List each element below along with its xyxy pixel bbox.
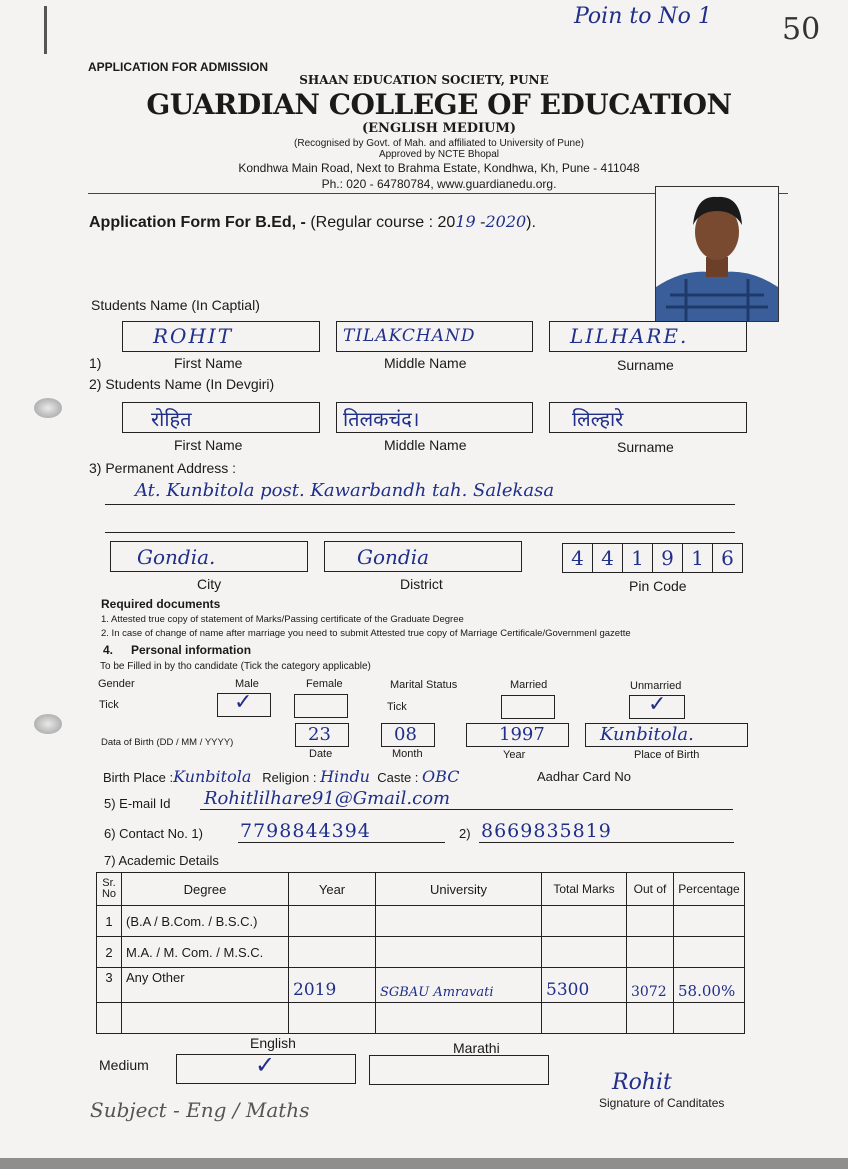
row1-year[interactable]	[289, 906, 376, 937]
caste-value[interactable]: OBC	[422, 767, 460, 786]
female-label: Female	[306, 678, 343, 690]
email-label: 5) E-mail Id	[104, 796, 171, 811]
dob-place-field[interactable]	[585, 723, 748, 747]
city-field[interactable]	[110, 541, 308, 572]
academic-table	[96, 872, 745, 1034]
table-row	[97, 906, 745, 937]
pin-code-field[interactable]	[562, 543, 743, 573]
academic-header-row	[97, 873, 745, 906]
row4-degree[interactable]	[122, 1003, 289, 1034]
email-field[interactable]	[200, 788, 733, 810]
page-bottom-edge	[0, 1158, 848, 1169]
middle-name-field[interactable]	[336, 321, 533, 352]
row1-degree: (B.A / B.Com. / B.S.C.)	[122, 906, 289, 937]
first-name-label: First Name	[174, 355, 243, 371]
row4-outof[interactable]	[627, 1003, 674, 1034]
english-tick-mark: ✓	[255, 1051, 276, 1079]
col-out-of: Out of	[627, 873, 674, 906]
gender-label: Gender	[98, 678, 135, 690]
col-university: University	[376, 873, 542, 906]
dob-place-value: Kunbitola.	[600, 724, 694, 745]
approval-note: Approved by NCTE Bhopal	[378, 149, 500, 160]
row4-university[interactable]	[376, 1003, 542, 1034]
row3-degree: Any Other	[122, 968, 289, 1003]
required-document-1: 1. Attested true copy of statement of Marks/Passing certificate of the Graduate Degree	[101, 614, 464, 625]
dob-month-field[interactable]	[381, 723, 435, 747]
month-sub-label: Month	[392, 748, 423, 760]
first-name-value: ROHIT	[153, 324, 234, 348]
first-name-devgiri-value: रोहित	[151, 407, 192, 431]
pin-digit-4: 9	[652, 543, 682, 573]
top-note: Poin to No 1	[574, 4, 712, 29]
pin-digit-3: 1	[622, 543, 652, 573]
surname-devgiri-field[interactable]	[549, 402, 747, 433]
dob-day-field[interactable]	[295, 723, 349, 747]
form-title-close: ).	[526, 214, 536, 231]
personal-info-instruction: To be Filled in by tho candidate (Tick the category applicable)	[100, 661, 371, 672]
dob-month-value: 08	[394, 724, 417, 745]
signature: Rohit	[612, 1070, 672, 1095]
unmarried-tick-mark: ✓	[648, 692, 667, 717]
col-year: Year	[289, 873, 376, 906]
form-title-start-year: 19	[455, 212, 476, 231]
city-value: Gondia.	[137, 545, 216, 569]
marathi-medium-label: Marathi	[453, 1040, 500, 1056]
contact-1-field[interactable]	[238, 822, 445, 843]
row2-year[interactable]	[289, 937, 376, 968]
year-sub-label: Year	[503, 749, 526, 761]
city-label: City	[197, 576, 222, 592]
first-name-field[interactable]	[122, 321, 320, 352]
form-title	[89, 212, 536, 232]
students-name-caption: Students Name (In Captial)	[91, 297, 260, 313]
row3-sr: 3	[97, 968, 122, 1003]
email-value: Rohitlilhare91@Gmail.com	[204, 788, 451, 809]
personal-info-heading: Personal information	[131, 643, 252, 657]
medium-label: Medium	[99, 1057, 149, 1073]
contact-label: 6) Contact No. 1)	[104, 826, 203, 841]
row2-percent[interactable]	[674, 937, 745, 968]
contact-2-value: 8669835819	[481, 820, 612, 842]
row3-outof[interactable]: 3072	[627, 968, 674, 1003]
form-title-end-year: 2020	[485, 212, 527, 231]
row4-total[interactable]	[542, 1003, 627, 1034]
district-field[interactable]	[324, 541, 522, 572]
pin-digit-5: 1	[682, 543, 712, 573]
surname-devgiri-label: Surname	[617, 439, 674, 455]
row3-total[interactable]: 5300	[542, 968, 627, 1003]
unmarried-label: Unmarried	[630, 680, 682, 692]
app-for-admission-label: APPLICATION FOR ADMISSION	[88, 60, 268, 74]
marital-status-label: Marital Status	[390, 679, 458, 691]
place-sub-label: Place of Birth	[634, 749, 700, 761]
personal-info-number: 4.	[103, 643, 114, 657]
college-name: GUARDIAN COLLEGE OF EDUCATION	[146, 88, 732, 121]
table-row	[97, 937, 745, 968]
contact-2-field[interactable]	[479, 822, 734, 843]
male-tick-mark: ✓	[234, 690, 253, 715]
surname-devgiri-value: लिल्हारे	[572, 407, 624, 431]
married-label: Married	[510, 679, 548, 691]
english-medium-checkbox[interactable]	[176, 1051, 356, 1084]
middle-name-label: Middle Name	[384, 355, 467, 371]
row2-sr: 2	[97, 937, 122, 968]
address-line-1[interactable]	[105, 478, 735, 505]
medium-subtitle: (ENGLISH MEDIUM)	[362, 121, 516, 136]
birth-place-value[interactable]: Kunbitola	[173, 767, 252, 786]
col-total-marks: Total Marks	[542, 873, 627, 906]
pin-code-label: Pin Code	[629, 578, 687, 594]
first-name-devgiri-field[interactable]	[122, 402, 320, 433]
col-degree: Degree	[122, 873, 289, 906]
religion-value[interactable]: Hindu	[320, 767, 370, 786]
surname-label: Surname	[617, 357, 674, 373]
required-documents-title: Required documents	[101, 597, 221, 611]
gender-tick-label: Tick	[99, 699, 119, 711]
recognition-note: (Recognised by Govt. of Mah. and affiliated to University of Pune)	[294, 138, 584, 149]
contact-2-label: 2)	[459, 826, 471, 841]
subject-note: Subject - Eng / Maths	[90, 1098, 310, 1122]
signature-label: Signature of Canditates	[599, 1096, 725, 1110]
district-label: District	[400, 576, 443, 592]
male-label: Male	[235, 678, 259, 690]
unmarried-checkbox[interactable]	[629, 692, 685, 719]
dob-day-value: 23	[308, 724, 331, 745]
punch-hole-bottom	[34, 714, 62, 734]
dob-label: Data of Birth (DD / MM / YYYY)	[101, 737, 234, 748]
surname-field[interactable]	[549, 321, 747, 352]
row2-total[interactable]	[542, 937, 627, 968]
society-name: SHAAN EDUCATION SOCIETY, PUNE	[299, 73, 549, 87]
male-checkbox[interactable]	[217, 690, 271, 717]
college-contact: Ph.: 020 - 64780784, www.guardianedu.org.	[321, 177, 557, 191]
row3-university[interactable]: SGBAU Amravati	[376, 968, 542, 1003]
punch-hole-top	[34, 398, 62, 418]
row2-university[interactable]	[376, 937, 542, 968]
row1-sr: 1	[97, 906, 122, 937]
row1-total[interactable]	[542, 906, 627, 937]
required-document-2: 2. In case of change of name after marriage you need to submit Attested true copy of Marriage Certificale/Governmenl gazette	[101, 628, 631, 639]
row4-sr	[97, 1003, 122, 1034]
birth-place-label: Birth Place :	[103, 770, 174, 785]
table-row	[97, 968, 745, 1003]
address-line-2[interactable]	[105, 508, 735, 533]
row4-year[interactable]	[289, 1003, 376, 1034]
birth-place-row	[103, 767, 459, 786]
staple-mark	[44, 6, 47, 54]
college-address: Kondhwa Main Road, Next to Brahma Estate, Kondhwa, Kh, Pune - 411048	[238, 161, 640, 175]
married-checkbox[interactable]	[501, 695, 555, 719]
female-checkbox[interactable]	[294, 694, 348, 718]
middle-name-devgiri-label: Middle Name	[384, 437, 467, 453]
religion-label: Religion :	[262, 770, 317, 785]
middle-name-value: TILAKCHAND	[343, 326, 476, 346]
caste-label: Caste :	[377, 770, 419, 785]
form-title-prefix: Application Form For B.Ed, -	[89, 214, 306, 231]
row2-degree: M.A. / M. Com. / M.S.C.	[122, 937, 289, 968]
pin-digit-2: 4	[592, 543, 622, 573]
section-1-number: 1)	[89, 355, 102, 371]
first-name-devgiri-label: First Name	[174, 437, 243, 453]
dob-year-value: 1997	[499, 724, 545, 745]
aadhar-label: Aadhar Card No	[537, 769, 631, 784]
date-sub-label: Date	[309, 748, 333, 760]
applicant-photo	[655, 186, 779, 322]
row2-outof[interactable]	[627, 937, 674, 968]
surname-value: LILHARE.	[570, 324, 689, 348]
form-title-course: (Regular course : 20	[310, 214, 456, 231]
table-row	[97, 1003, 745, 1034]
address-caption: 3) Permanent Address :	[89, 460, 237, 476]
row1-outof[interactable]	[627, 906, 674, 937]
col-percentage: Percentage	[674, 873, 745, 906]
marital-tick-label: Tick	[387, 701, 407, 713]
row4-percent[interactable]	[674, 1003, 745, 1034]
middle-name-devgiri-value: तिलकचंद।	[343, 407, 420, 431]
academic-details-label: 7) Academic Details	[104, 853, 219, 868]
middle-name-devgiri-field[interactable]	[336, 402, 533, 433]
marathi-medium-checkbox[interactable]	[369, 1055, 549, 1085]
row3-percent[interactable]: 58.00%	[674, 968, 745, 1003]
row3-year[interactable]: 2019	[289, 968, 376, 1003]
address-line-1-value: At. Kunbitola post. Kawarbandh tah. Salekasa	[135, 480, 555, 501]
form-title-dash: -	[475, 214, 486, 231]
devgiri-caption: 2) Students Name (In Devgiri)	[89, 376, 275, 392]
district-value: Gondia	[357, 545, 430, 569]
english-medium-label: English	[250, 1035, 296, 1051]
row1-university[interactable]	[376, 906, 542, 937]
page-number-note: 50	[782, 12, 821, 47]
contact-1-value: 7798844394	[240, 820, 371, 842]
pin-digit-6: 6	[712, 543, 743, 573]
row1-percent[interactable]	[674, 906, 745, 937]
dob-year-field[interactable]	[466, 723, 569, 747]
col-sr-no: Sr. No	[97, 873, 122, 906]
pin-digit-1: 4	[562, 543, 592, 573]
